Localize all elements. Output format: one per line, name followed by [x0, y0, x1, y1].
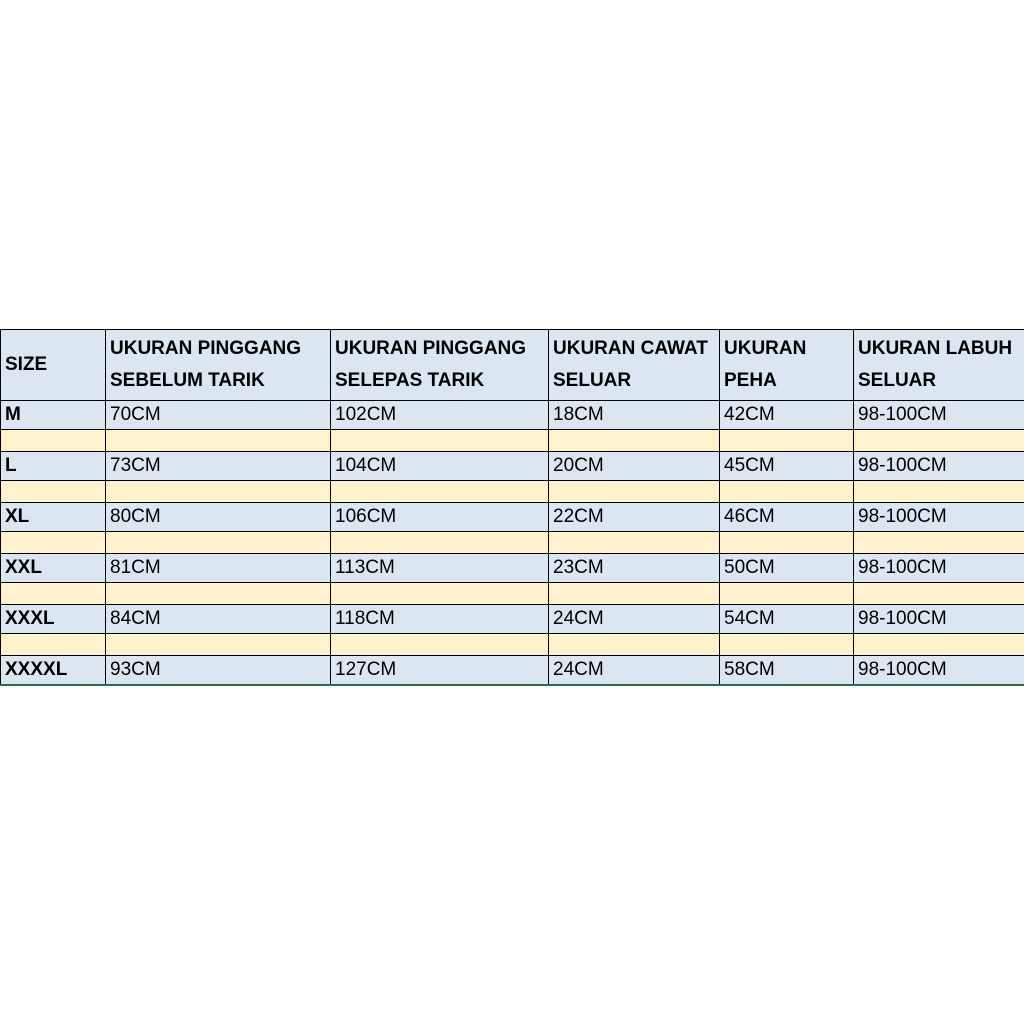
header-crotch: UKURAN CAWAT SELUAR: [549, 330, 720, 401]
length-cell: 98-100CM: [854, 605, 1024, 634]
size-chart-table: [0, 329, 1024, 686]
table-row: [1, 452, 1024, 481]
spacer-row: [1, 532, 1024, 554]
size-cell: XXXXL: [1, 656, 106, 686]
crotch-cell: 23CM: [549, 554, 720, 583]
waist-before-cell: 81CM: [106, 554, 331, 583]
header-thigh: UKURAN PEHA: [720, 330, 854, 401]
size-cell: XL: [1, 503, 106, 532]
waist-before-cell: 70CM: [106, 401, 331, 430]
crotch-cell: 20CM: [549, 452, 720, 481]
spacer-row: [1, 481, 1024, 503]
waist-after-cell: 104CM: [331, 452, 549, 481]
thigh-cell: 42CM: [720, 401, 854, 430]
header-row: [1, 330, 1024, 401]
waist-before-cell: 80CM: [106, 503, 331, 532]
table-row: [1, 503, 1024, 532]
waist-before-cell: 84CM: [106, 605, 331, 634]
length-cell: 98-100CM: [854, 452, 1024, 481]
spacer-row: [1, 430, 1024, 452]
waist-before-cell: 93CM: [106, 656, 331, 686]
header-waist-after-stretch: UKURAN PINGGANG SELEPAS TARIK: [331, 330, 549, 401]
size-cell: L: [1, 452, 106, 481]
length-cell: 98-100CM: [854, 554, 1024, 583]
header-length: UKURAN LABUH SELUAR: [854, 330, 1024, 401]
crotch-cell: 22CM: [549, 503, 720, 532]
table-row: [1, 401, 1024, 430]
crotch-cell: 24CM: [549, 656, 720, 686]
length-cell: 98-100CM: [854, 401, 1024, 430]
thigh-cell: 54CM: [720, 605, 854, 634]
waist-after-cell: 127CM: [331, 656, 549, 686]
waist-after-cell: 102CM: [331, 401, 549, 430]
crotch-cell: 24CM: [549, 605, 720, 634]
waist-after-cell: 106CM: [331, 503, 549, 532]
thigh-cell: 50CM: [720, 554, 854, 583]
table-row: [1, 656, 1024, 686]
size-cell: XXL: [1, 554, 106, 583]
spacer-row: [1, 583, 1024, 605]
spacer-row: [1, 634, 1024, 656]
waist-before-cell: 73CM: [106, 452, 331, 481]
waist-after-cell: 113CM: [331, 554, 549, 583]
header-waist-before-stretch: UKURAN PINGGANG SEBELUM TARIK: [106, 330, 331, 401]
length-cell: 98-100CM: [854, 656, 1024, 686]
crotch-cell: 18CM: [549, 401, 720, 430]
thigh-cell: 58CM: [720, 656, 854, 686]
table-row: [1, 605, 1024, 634]
header-size: SIZE: [1, 330, 106, 401]
thigh-cell: 45CM: [720, 452, 854, 481]
size-cell: XXXL: [1, 605, 106, 634]
thigh-cell: 46CM: [720, 503, 854, 532]
length-cell: 98-100CM: [854, 503, 1024, 532]
table-row: [1, 554, 1024, 583]
size-chart-sheet: [0, 329, 1024, 686]
waist-after-cell: 118CM: [331, 605, 549, 634]
size-cell: M: [1, 401, 106, 430]
